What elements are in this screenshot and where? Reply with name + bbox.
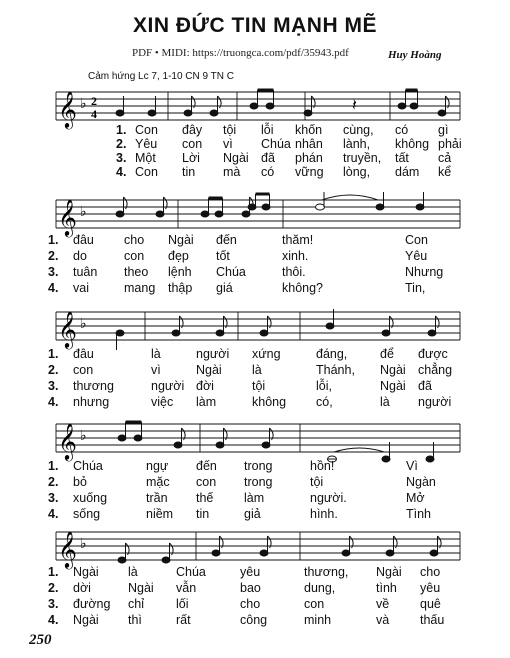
lyric-word: kể: [438, 165, 452, 179]
lyric-word: phải: [438, 137, 462, 151]
lyric-word: chỉ: [128, 597, 144, 611]
song-title: XIN ĐỨC TIN MẠNH MẼ: [133, 14, 377, 37]
lyric-word: trong: [244, 475, 273, 489]
lyric-word: Ngài: [128, 581, 154, 595]
source-link[interactable]: PDF • MIDI: https://truongca.com/pdf/35943.pdf: [132, 47, 349, 59]
verse-number: 4.: [48, 395, 59, 409]
lyric-word: con: [73, 363, 94, 377]
lyric-word: là: [128, 565, 138, 579]
verse-number: 4.: [116, 165, 127, 179]
flat-icon: ♭: [80, 204, 87, 220]
verse-number: 3.: [48, 379, 59, 393]
lyric-word: người: [196, 347, 230, 361]
lyric-word: trần: [146, 491, 168, 505]
lyric-word: là: [380, 395, 390, 409]
lyric-word: cho: [420, 565, 441, 579]
lyric-word: giả: [244, 507, 261, 521]
flat-icon: ♭: [80, 536, 87, 552]
lyric-word: được: [418, 347, 448, 361]
lyric-word: là: [151, 347, 161, 361]
lyric-word: theo: [124, 265, 149, 279]
lyric-word: về: [376, 597, 390, 611]
lyric-word: thế: [196, 491, 214, 505]
lyric-word: Yêu: [135, 137, 158, 151]
lyric-word: dám: [395, 165, 420, 179]
lyric-word: Ngài: [380, 363, 406, 377]
lyric-word: dung,: [304, 581, 336, 595]
composer-name: Huy Hoàng: [388, 49, 442, 61]
lyric-word: đường: [73, 597, 111, 611]
verse-number: 1.: [48, 233, 59, 247]
verse-number: 2.: [48, 475, 59, 489]
lyric-word: niềm: [146, 507, 174, 521]
lyric-word: Ngài: [196, 363, 222, 377]
lyric-word: vì: [151, 363, 161, 377]
lyric-word: tốt: [216, 249, 230, 263]
verse-number: 2.: [48, 249, 59, 263]
lyric-word: Ngài: [376, 565, 402, 579]
lyric-word: con: [182, 137, 203, 151]
lyric-word: để: [380, 347, 394, 361]
lyric-word: vì: [223, 137, 233, 151]
lyric-word: Ngài: [73, 613, 99, 627]
verse-number: 3.: [48, 597, 59, 611]
lyric-word: truyền,: [343, 151, 382, 165]
inspiration-note: Cảm hứng Lc 7, 1-10 CN 9 TN C: [88, 71, 235, 82]
lyric-word: không: [252, 395, 287, 409]
verse-number: 1.: [116, 123, 127, 137]
lyric-word: trong: [244, 459, 273, 473]
time-sig-bottom: 4: [91, 107, 97, 121]
lyric-word: cùng,: [343, 123, 374, 137]
lyric-word: lỗi: [261, 123, 274, 137]
lyric-word: Thánh,: [316, 363, 355, 377]
lyric-word: công: [240, 613, 268, 627]
lyric-word: đâu: [73, 233, 94, 247]
lyric-word: Mở: [406, 491, 425, 505]
verse-number: 1.: [48, 347, 59, 361]
lyric-word: bỏ: [73, 475, 87, 489]
lyric-word: thì: [128, 613, 142, 627]
lyric-word: người.: [310, 491, 347, 505]
lyric-word: đời: [196, 379, 214, 393]
lyric-word: cho: [240, 597, 261, 611]
lyric-word: thôi.: [282, 265, 306, 279]
lyric-word: tuân: [73, 265, 98, 279]
lyric-word: đã: [261, 151, 275, 165]
lyric-word: yêu: [240, 565, 261, 579]
lyric-word: tội: [223, 123, 237, 137]
lyric-word: Con: [135, 123, 158, 137]
lyric-word: Ngài: [380, 379, 406, 393]
lyric-word: chẳng: [418, 363, 453, 377]
lyric-word: Nhưng: [405, 265, 444, 279]
lyric-word: Tin,: [405, 281, 426, 295]
lyric-word: đáng,: [316, 347, 348, 361]
lyric-word: Chúa: [73, 459, 103, 473]
lyric-word: phán: [295, 151, 323, 165]
lyric-word: việc: [151, 395, 174, 409]
lyric-word: đẹp: [168, 249, 189, 263]
lyric-word: yêu: [420, 581, 441, 595]
lyric-word: không?: [282, 281, 324, 295]
lyric-word: mà: [223, 165, 241, 179]
lyric-word: con: [304, 597, 325, 611]
verse-number: 3.: [48, 491, 59, 505]
lyric-word: Một: [135, 151, 156, 165]
lyric-word: Chúa: [176, 565, 206, 579]
verse-number: 2.: [48, 363, 59, 377]
flat-icon: ♭: [80, 96, 87, 112]
lyric-word: mang: [124, 281, 156, 295]
lyric-word: lệnh: [168, 265, 192, 279]
lyric-word: làm: [196, 395, 217, 409]
treble-clef-icon: 𝄞: [58, 198, 77, 236]
treble-clef-icon: 𝄞: [58, 530, 77, 568]
lyric-word: tội: [310, 475, 324, 489]
lyric-word: Ngài: [168, 233, 194, 247]
verse-number: 2.: [48, 581, 59, 595]
lyric-word: Ngài: [73, 565, 99, 579]
lyric-word: nhân: [295, 137, 323, 151]
lyric-word: đâu: [73, 347, 94, 361]
verse-number: 1.: [48, 565, 59, 579]
lyric-word: sống: [73, 507, 101, 521]
lyric-word: đến: [196, 459, 217, 473]
treble-clef-icon: 𝄞: [58, 310, 77, 348]
lyric-word: tin: [182, 165, 196, 179]
verse-number: 4.: [48, 613, 59, 627]
lyric-word: minh: [304, 613, 332, 627]
lyric-word: nhưng: [73, 395, 110, 409]
lyric-word: Ngàn: [406, 475, 436, 489]
lyric-word: tin: [196, 507, 210, 521]
rest-icon: 𝄽: [352, 95, 357, 114]
lyric-word: lỗi,: [316, 379, 332, 393]
lyric-word: không: [395, 137, 430, 151]
lyric-word: Chúa: [216, 265, 246, 279]
lyric-word: vai: [73, 281, 89, 295]
lyric-word: khốn: [295, 123, 323, 137]
lyric-word: Vì: [406, 459, 418, 473]
lyric-word: tất: [395, 151, 409, 165]
lyric-word: cho: [124, 233, 145, 247]
lyric-word: hình.: [310, 507, 338, 521]
lyric-word: con: [124, 249, 145, 263]
lyric-word: xinh.: [282, 249, 309, 263]
lyric-word: xuống: [73, 491, 108, 505]
lyric-word: Con: [135, 165, 158, 179]
music-system-1: [0, 84, 510, 204]
lyric-word: thăm!: [282, 233, 314, 247]
lyric-word: đã: [418, 379, 432, 393]
verse-number: 1.: [48, 459, 59, 473]
verse-number: 4.: [48, 507, 59, 521]
lyric-word: đây: [182, 123, 203, 137]
lyric-word: Chúa: [261, 137, 291, 151]
lyric-word: giá: [216, 281, 233, 295]
lyric-word: có: [395, 123, 409, 137]
lyric-word: lối: [176, 597, 189, 611]
lyric-word: thương,: [304, 565, 349, 579]
lyric-word: lành,: [343, 137, 371, 151]
lyric-word: Yêu: [405, 249, 428, 263]
lyric-word: lòng,: [343, 165, 371, 179]
lyric-word: gì: [438, 123, 449, 137]
verse-number: 4.: [48, 281, 59, 295]
lyric-word: có: [261, 165, 275, 179]
verse-number: 3.: [116, 151, 127, 165]
lyric-word: xứng: [252, 347, 281, 361]
verse-number: 2.: [116, 137, 127, 151]
page-number: 250: [29, 632, 52, 648]
lyric-word: dời: [73, 581, 91, 595]
verse-number: 3.: [48, 265, 59, 279]
lyric-word: con: [196, 475, 217, 489]
treble-clef-icon: 𝄞: [58, 422, 77, 460]
lyric-word: người: [418, 395, 452, 409]
lyric-word: thấu: [420, 613, 445, 627]
lyric-word: ngự: [146, 459, 169, 473]
flat-icon: ♭: [80, 316, 87, 332]
lyric-word: người: [151, 379, 185, 393]
lyric-word: Ngài: [223, 151, 249, 165]
lyric-word: đến: [216, 233, 237, 247]
lyric-word: Lời: [182, 151, 200, 165]
lyric-word: quê: [420, 597, 441, 611]
lyric-word: vẫn: [176, 581, 197, 595]
lyric-word: do: [73, 249, 87, 263]
lyric-word: vững: [295, 165, 324, 179]
staff-1: [0, 84, 510, 132]
lyric-word: Tình: [406, 507, 432, 521]
staff-4: [0, 416, 510, 464]
lyric-word: có,: [316, 395, 333, 409]
lyric-word: cả: [438, 151, 452, 165]
lyric-word: là: [252, 363, 262, 377]
lyric-word: tình: [376, 581, 397, 595]
lyric-word: thập: [168, 281, 193, 295]
lyric-word: và: [376, 613, 390, 627]
lyric-word: bao: [240, 581, 261, 595]
staff-3: [0, 304, 510, 352]
lyric-word: hồn!: [310, 459, 335, 473]
lyric-word: mặc: [146, 475, 170, 489]
time-sig-top: 2: [91, 94, 97, 108]
lyric-word: thương: [73, 379, 114, 393]
lyric-word: tội: [252, 379, 266, 393]
treble-clef-icon: 𝄞: [58, 90, 77, 128]
flat-icon: ♭: [80, 428, 87, 444]
lyric-word: Con: [405, 233, 428, 247]
lyric-word: rất: [176, 613, 191, 627]
lyric-word: làm: [244, 491, 265, 505]
